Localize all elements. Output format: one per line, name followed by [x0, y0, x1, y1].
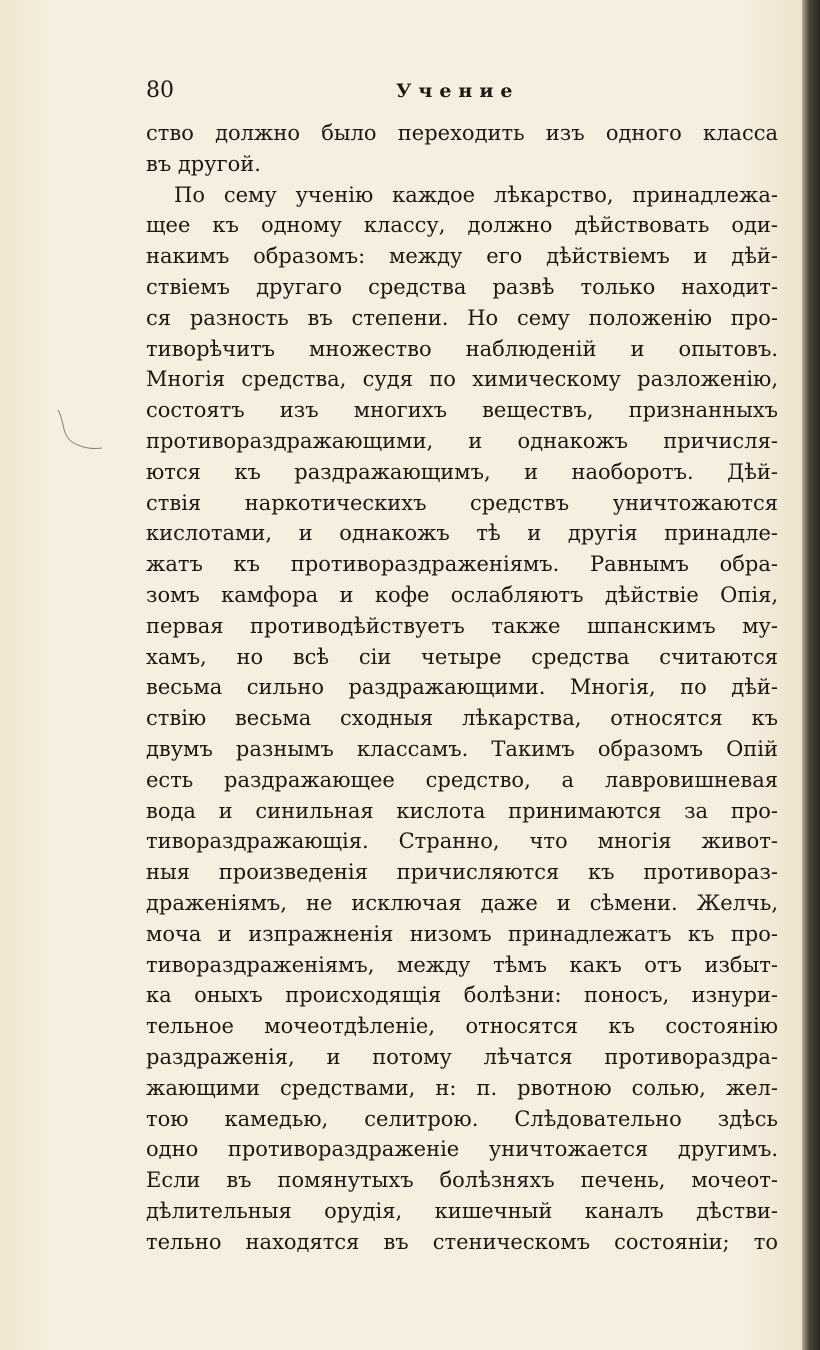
body-text	[146, 118, 778, 1257]
margin-pencil-mark	[50, 400, 110, 460]
text-line: ство должно было переходить изъ одного класса	[146, 121, 778, 145]
text-line: дѣлительныя орудія, кишечный каналъ дѣстви-	[146, 1198, 778, 1223]
text-line: противораздражающими, и однакожъ причисля-	[146, 428, 778, 453]
text-line: въ другой.	[146, 151, 261, 176]
text-line: ся разность въ степени. Но сему положенію про-	[146, 305, 778, 330]
text-line: раздраженія, и потому лѣчатся противораздра-	[146, 1044, 778, 1069]
text-line: состоятъ изъ многихъ веществъ, признанныхъ	[146, 398, 778, 423]
text-line: первая противодѣйствуетъ также шпанскимъ му-	[146, 613, 778, 638]
text-line: зомъ камфора и кофе ослабляютъ дѣйствіе Опія,	[146, 582, 778, 607]
text-line: Многія средства, судя по химическому разложенію,	[146, 367, 778, 392]
text-line: Если въ помянутыхъ болѣзняхъ печень, мочеот-	[146, 1168, 778, 1193]
text-line: кислотами, и однакожъ тѣ и другія принадле-	[146, 521, 778, 546]
text-line: тивораздражающія. Странно, что многія живот-	[146, 829, 778, 854]
running-title: Учение	[396, 80, 520, 102]
text-line: есть раздражающее средство, а лавровишневая	[146, 767, 778, 792]
text-line: ствію весьма сходныя лѣкарства, относятся къ	[146, 706, 778, 731]
page-number: 80	[146, 78, 174, 103]
text-line: вода и синильная кислота принимаются за про-	[146, 798, 778, 823]
text-line: одно противораздраженіе уничтожается другимъ.	[146, 1137, 778, 1162]
text-line: тивораздраженіямъ, между тѣмъ какъ отъ избыт-	[146, 952, 778, 977]
text-line: ствія наркотическихъ средствъ уничтожаются	[146, 490, 778, 515]
text-line: ются къ раздражающимъ, и наоборотъ. Дѣй-	[146, 459, 778, 484]
text-line: двумъ разнымъ классамъ. Такимъ образомъ Опій	[146, 736, 778, 761]
text-line: жатъ къ противораздраженіямъ. Равнымъ обра-	[146, 552, 778, 577]
text-line: жающими средствами, н: п. рвотною солью, жел-	[146, 1075, 778, 1100]
text-line: весьма сильно раздражающими. Многія, по дѣй-	[146, 675, 778, 700]
text-line: По сему ученію каждое лѣкарство, принадлежа-	[174, 182, 778, 207]
text-line: ныя произведенія причисляются къ противораз-	[146, 860, 778, 885]
text-line: хамъ, но всѣ сіи четыре средства считаются	[146, 644, 778, 669]
text-line: ствіемъ другаго средства развѣ только находит-	[146, 274, 778, 299]
page-header	[146, 78, 778, 108]
text-line: тельно находятся въ стеническомъ состояніи; то	[146, 1229, 778, 1254]
text-line: щее къ одному классу, должно дѣйствовать оди-	[146, 213, 778, 238]
text-line: ка оныхъ происходящія болѣзни: поносъ, изнури-	[146, 983, 778, 1008]
text-line: драженіямъ, не исключая даже и сѣмени. Желчь,	[146, 890, 778, 915]
text-line: тельное мочеотдѣленіе, относятся къ состоянію	[146, 1014, 778, 1039]
page-edge-shadow	[802, 0, 820, 1350]
text-line: тою камедью, селитрою. Слѣдовательно здѣсь	[146, 1106, 778, 1131]
text-line: накимъ образомъ: между его дѣйствіемъ и дѣй-	[146, 244, 778, 269]
text-line: моча и изпражненія низомъ принадлежатъ къ про-	[146, 921, 778, 946]
text-line: тиворѣчитъ множество наблюденій и опытовъ.	[146, 336, 778, 361]
